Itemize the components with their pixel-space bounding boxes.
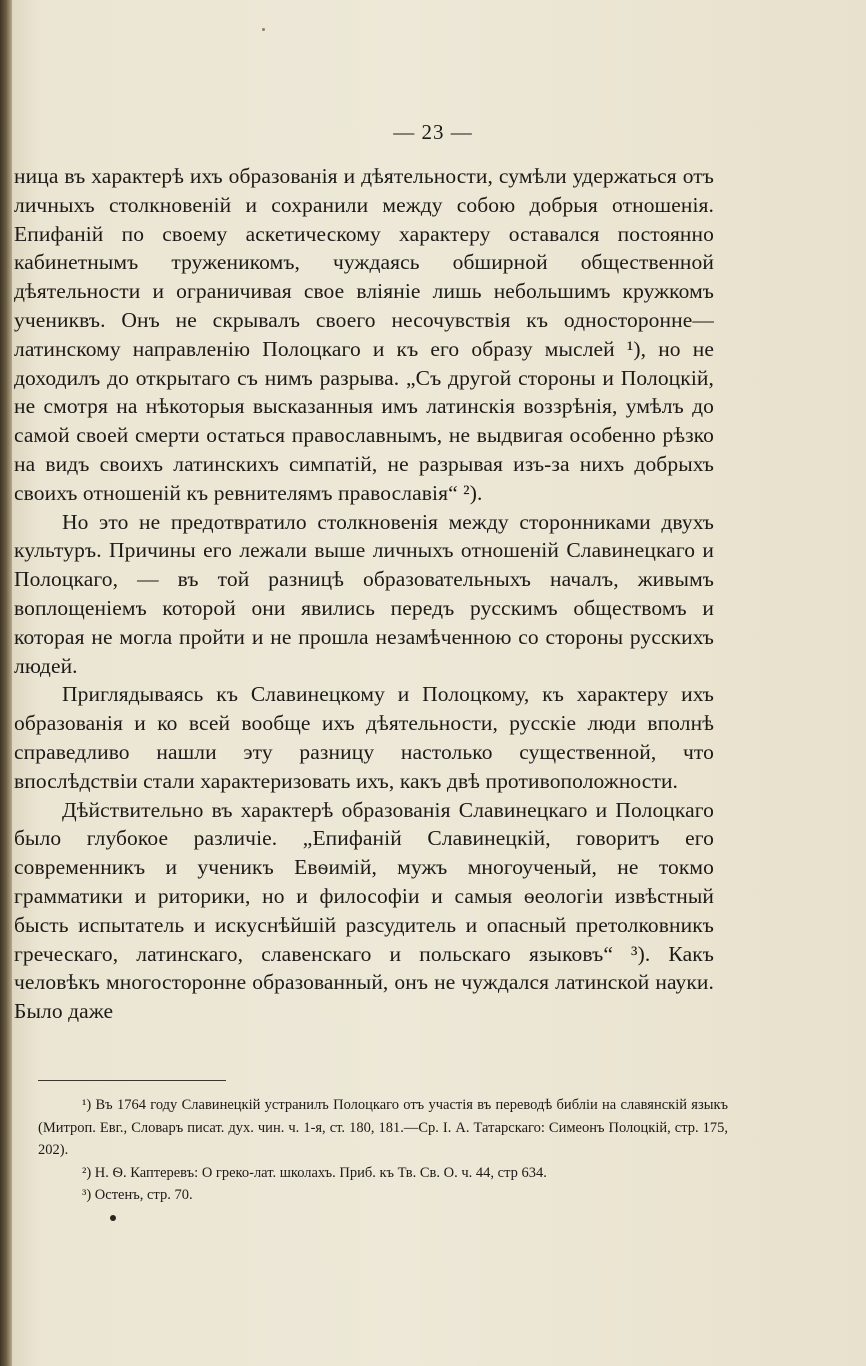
footnote-1: ¹) Въ 1764 году Славинецкій устранилъ Полоцкаго отъ участія въ переводѣ библіи на славянскій языкъ (Митроп. Евг., Словаръ писат. дух. чин. ч. 1-я, ст. 180, 181.—Ср. I. А. Татарскаго: Симеонъ Полоцкій, стр. 175, 202). — [38, 1097, 728, 1158]
footnotes — [38, 1094, 728, 1207]
footnote-separator — [38, 1080, 226, 1081]
page-number: — 23 — — [393, 120, 473, 144]
footnote-3: ³) Остенъ, стр. 70. — [82, 1187, 193, 1203]
paragraph-1: ница въ характерѣ ихъ образованія и дѣятельности, сумѣли удержаться отъ личныхъ столкновеній и сохранили между собою добрыя отношенія. Епифаній по своему аскетическому характеру оставался постоянно кабинетнымъ труженикомъ, чуждаясь обширной общественной дѣятельности и ограничивая свое вліяніе лишь небольшимъ кружкомъ учениквъ. Онъ не скрывалъ своего несочувствія къ односторонне—латинскому направленію Полоцкаго и къ его образу мыслей ¹), но не доходилъ до открытаго съ нимъ разрыва. „Съ другой стороны и Полоцкій, не смотря на нѣкоторыя высказанныя имъ латинскія воззрѣнія, умѣлъ до самой своей смерти остаться православнымъ, не выдвигая особенно рѣзко на видъ своихъ латинскихъ симпатій, не разрывая изъ-за нихъ добрыхъ своихъ отношеній къ ревнителямъ православія“ ²). — [14, 164, 714, 505]
book-spine-shadow — [0, 0, 12, 1366]
paragraph-4: Дѣйствительно въ характерѣ образованія Славинецкаго и Полоцкаго было глубокое различіе. „Епифаній Славинецкій, говоритъ его современникъ и ученикъ Евѳимій, мужъ многоученый, не токмо грамматики и риторики, но и философіи и самыя ѳеологіи извѣстный бысть испытатель и искуснѣйшій разсудитель и опасный претолковникъ греческаго, латинскаго, славенскаго и польскаго языковъ“ ³). Какъ человѣкъ многосторонне образованный, онъ не чуждался латинской науки. Было даже — [14, 797, 714, 1024]
paper-speck — [262, 28, 265, 31]
footnote-2: ²) Н. Ѳ. Каптеревъ: О греко-лат. школахъ. Приб. къ Тв. Св. О. ч. 44, стр 634. — [82, 1164, 547, 1181]
paragraph-2: Но это не предотвратило столкновенія между сторонниками двухъ культуръ. Причины его лежали выше личныхъ отношеній Славинецкаго и Полоцкаго, — въ той разницѣ образовательныхъ началъ, живымъ воплощеніемъ которой они явились передъ русскимъ обществомъ и которая не могла пройти и не прошла незамѣченною со стороны русскихъ людей. — [14, 509, 714, 678]
ink-dot — [110, 1215, 116, 1221]
paragraph-3: Приглядываясь къ Славинецкому и Полоцкому, къ характеру ихъ образованія и ко всей вообще ихъ дѣятельности, русскіе люди вполнѣ справедливо нашли эту разницу настолько существенной, что впослѣдствіи стали характеризовать ихъ, какъ двѣ противоположности. — [14, 682, 714, 793]
main-text — [14, 162, 714, 1026]
